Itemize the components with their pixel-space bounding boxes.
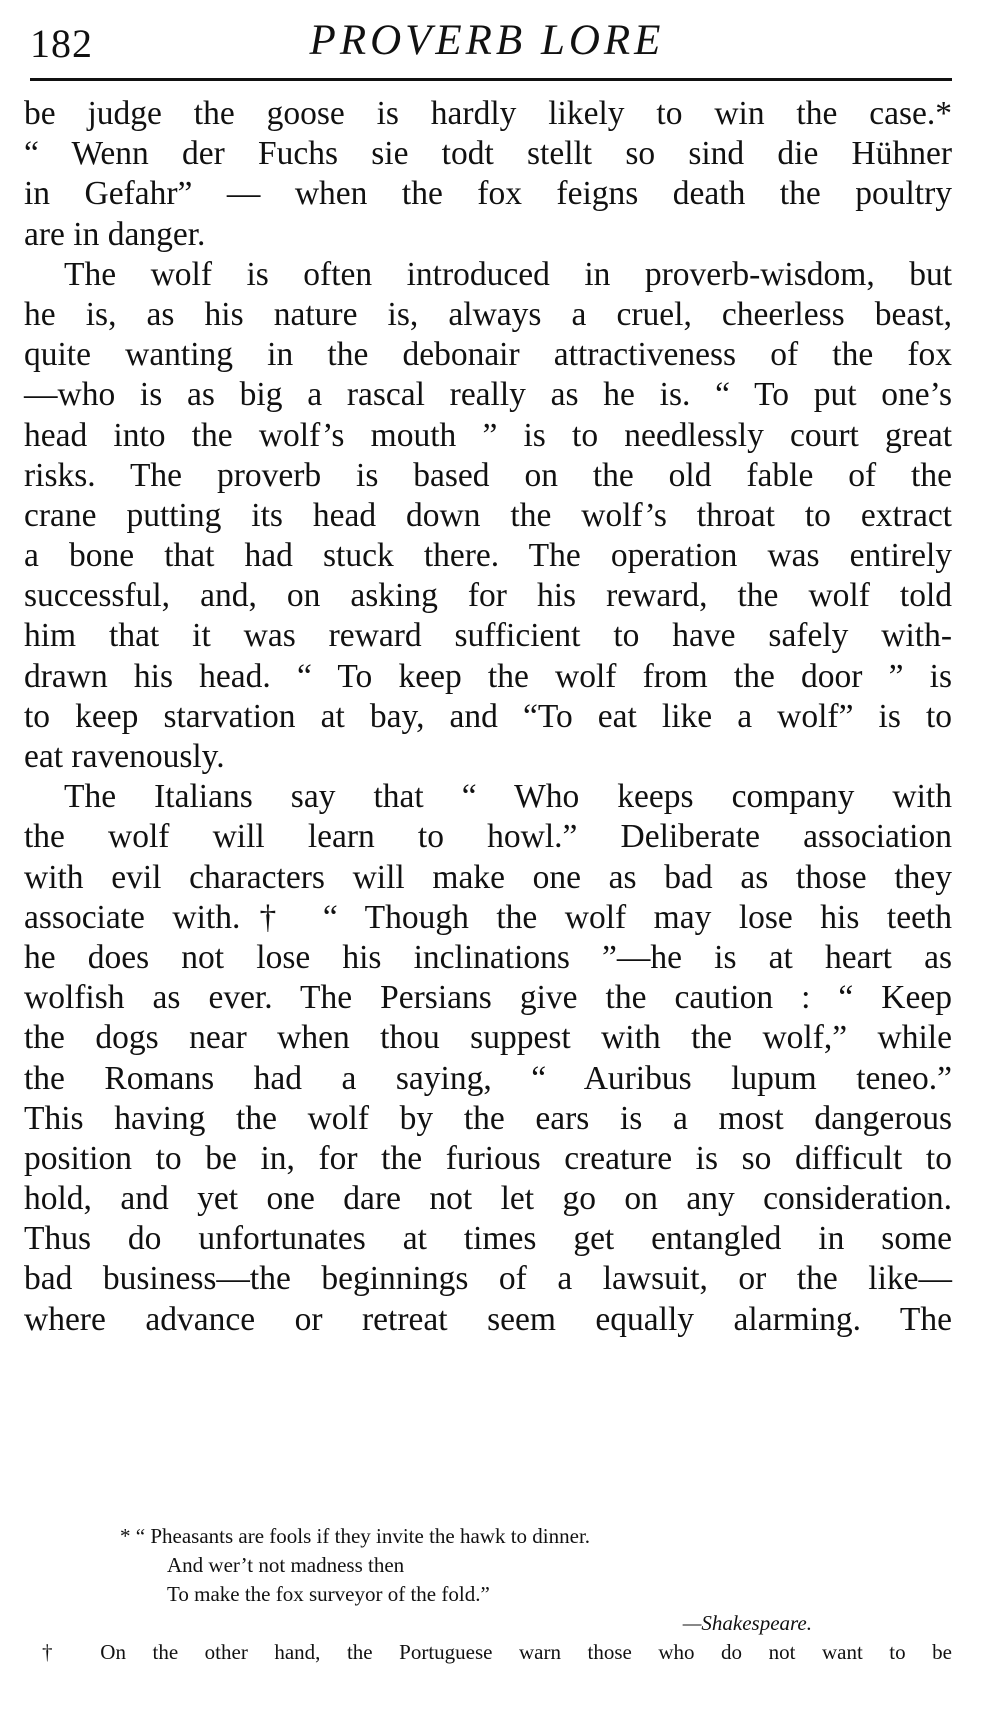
- footnote-line: And wer’t not madness then: [167, 1553, 405, 1577]
- text-line: “ Wenn der Fuchs sie todt stellt so sind die Hühner: [24, 135, 952, 173]
- text-line: successful, and, on asking for his reward, the wolf told: [24, 577, 952, 615]
- text-line: bad business—the beginnings of a lawsuit, or the like—: [24, 1260, 952, 1298]
- text-line: the wolf will learn to howl.” Deliberate association: [24, 818, 952, 856]
- text-line: risks. The proverb is based on the old fable of the: [24, 456, 952, 494]
- text-line: position to be in, for the furious creature is so difficult to: [24, 1139, 952, 1177]
- text-line: Thus do unfortunates at times get entangled in some: [24, 1220, 952, 1258]
- text-line: —who is as big a rascal really as he is. “ To put one’s: [24, 376, 952, 414]
- page-number: 182: [30, 21, 93, 66]
- text-line: be judge the goose is hardly likely to win the case.*: [24, 95, 952, 132]
- text-line: crane putting its head down the wolf’s throat to extract: [24, 496, 952, 534]
- text-line: are in danger.: [24, 215, 206, 253]
- body-text: [24, 94, 952, 1340]
- text-line: eat ravenously.: [24, 738, 225, 775]
- page-header: [22, 14, 952, 70]
- text-line: head into the wolf’s mouth ” is to needlessly court great: [24, 416, 952, 454]
- text-line: with evil characters will make one as bad as those they: [24, 858, 952, 896]
- text-line: drawn his head. “ To keep the wolf from the door ” is: [24, 657, 952, 695]
- text-line: the dogs near when thou suppest with the wolf,” while: [24, 1019, 952, 1057]
- footnote-line: * “ Pheasants are fools if they invite the hawk to dinner.: [120, 1524, 591, 1548]
- text-line: a bone that had stuck there. The operation was entirely: [24, 537, 952, 575]
- text-line: where advance or retreat seem equally alarming. The: [24, 1300, 952, 1338]
- text-line: wolfish as ever. The Persians give the caution : “ Keep: [24, 979, 952, 1017]
- text-line: to keep starvation at bay, and “To eat like a wolf” is to: [24, 697, 952, 735]
- text-line: hold, and yet one dare not let go on any consideration.: [24, 1180, 952, 1218]
- text-line: he is, as his nature is, always a cruel, cheerless beast,: [24, 295, 952, 333]
- text-line: the Romans had a saying, “ Auribus lupum teneo.”: [24, 1059, 952, 1097]
- text-line: associate with.† “ Though the wolf may lose his teeth: [24, 898, 952, 936]
- paragraph-start-line: The wolf is often introduced in proverb-wisdom, but: [64, 255, 952, 293]
- footnote-attribution: —Shakespeare.: [682, 1611, 812, 1635]
- text-line: This having the wolf by the ears is a most dangerous: [24, 1099, 952, 1137]
- text-line: in Gefahr” — when the fox feigns death the poultry: [24, 175, 952, 213]
- running-title: PROVERB LORE: [309, 17, 665, 64]
- footnote-line: † On the other hand, the Portuguese warn those who do not want to be: [42, 1640, 952, 1664]
- header-rule: [30, 78, 952, 81]
- text-line: quite wanting in the debonair attractiveness of the fox: [24, 336, 952, 374]
- text-line: him that it was reward sufficient to have safely with-: [24, 617, 952, 655]
- footnotes: [24, 1522, 952, 1667]
- footnote-line: To make the fox surveyor of the fold.”: [167, 1582, 490, 1606]
- paragraph-start-line: The Italians say that “ Who keeps company with: [64, 778, 952, 816]
- text-line: he does not lose his inclinations ”—he is at heart as: [24, 938, 952, 976]
